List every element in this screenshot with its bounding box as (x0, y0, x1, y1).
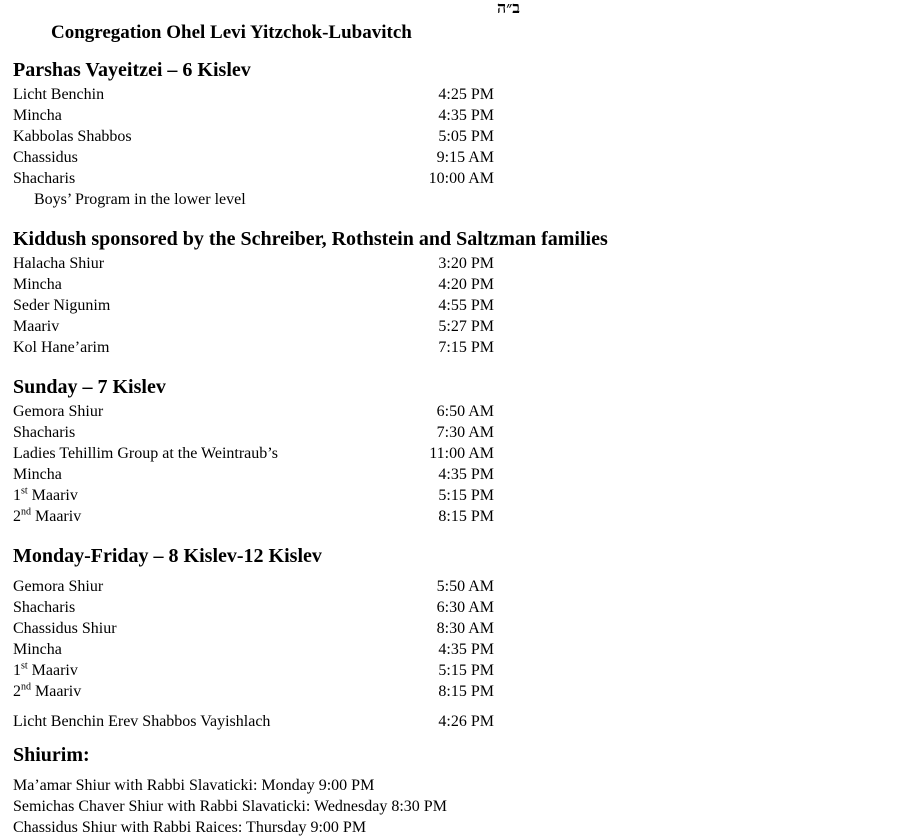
row-label: Mincha (13, 276, 62, 293)
section-title: Kiddush sponsored by the Schreiber, Rothstein and Saltzman families (13, 228, 608, 250)
ordinal-number: 1 (13, 662, 21, 679)
section-shabbos (13, 56, 713, 210)
row-time: 4:26 PM (438, 713, 494, 730)
row-label: Chassidus Shiur (13, 620, 117, 637)
row-time: 3:20 PM (438, 255, 494, 272)
row-label-text: Maariv (31, 487, 78, 504)
row-time: 6:30 AM (436, 599, 494, 616)
schedule-row (13, 422, 713, 443)
row-label: Shacharis (13, 424, 76, 441)
row-time: 7:15 PM (438, 339, 494, 356)
row-time: 10:00 AM (428, 170, 494, 187)
section-title: Sunday – 7 Kislev (13, 376, 166, 398)
row-time: 7:30 AM (436, 424, 494, 441)
schedule-note (13, 189, 713, 210)
row-label: Halacha Shiur (13, 255, 105, 272)
schedule-row (13, 660, 713, 681)
row-time: 4:35 PM (438, 641, 494, 658)
schedule-row (13, 464, 713, 485)
schedule-row (13, 253, 713, 274)
ordinal-suffix: nd (21, 681, 31, 693)
schedule-row (13, 443, 713, 464)
section-kiddush (13, 225, 713, 358)
row-label: Gemora Shiur (13, 403, 104, 420)
ordinal-suffix: st (21, 660, 28, 672)
schedule-row (13, 168, 713, 189)
shiur-line: Semichas Chaver Shiur with Rabbi Slavaticki: Wednesday 8:30 PM (13, 798, 447, 815)
row-time: 5:15 PM (438, 487, 494, 504)
licht-benchin-row (13, 711, 713, 732)
schedule-row (13, 84, 713, 105)
schedule-row (13, 295, 713, 316)
section-title: Shiurim: (13, 744, 90, 766)
row-label: Shacharis (13, 170, 76, 187)
row-label-text: Maariv (31, 662, 78, 679)
schedule-row (13, 618, 713, 639)
schedule-row (13, 576, 713, 597)
ordinal-suffix: nd (21, 506, 31, 518)
schedule-row (13, 337, 713, 358)
ordinal-number: 2 (13, 683, 21, 700)
row-label: Maariv (13, 318, 60, 335)
section-title: Monday-Friday – 8 Kislev-12 Kislev (13, 545, 322, 567)
shiur-line: Ma’amar Shiur with Rabbi Slavaticki: Monday 9:00 PM (13, 777, 375, 794)
section-sunday (13, 373, 713, 527)
row-label: Mincha (13, 107, 62, 124)
row-time: 8:15 PM (438, 683, 494, 700)
row-label: Licht Benchin (13, 86, 105, 103)
schedule-row (13, 681, 713, 702)
row-time: 4:35 PM (438, 107, 494, 124)
row-label: Shacharis (13, 599, 76, 616)
schedule-row (13, 147, 713, 168)
row-time: 4:55 PM (438, 297, 494, 314)
row-label: Mincha (13, 641, 62, 658)
ordinal-number: 2 (13, 508, 21, 525)
schedule-row (13, 105, 713, 126)
row-label: Gemora Shiur (13, 578, 104, 595)
row-time: 8:15 PM (438, 508, 494, 525)
row-time: 8:30 AM (436, 620, 494, 637)
ordinal-suffix: st (21, 485, 28, 497)
schedule-row (13, 316, 713, 337)
row-time: 9:15 AM (436, 149, 494, 166)
row-label: Kabbolas Shabbos (13, 128, 132, 145)
congregation-name: Congregation Ohel Levi Yitzchok-Lubavitch (51, 22, 412, 43)
schedule-row (13, 506, 713, 527)
schedule-row (13, 597, 713, 618)
row-label (13, 683, 81, 700)
row-time: 5:50 AM (436, 578, 494, 595)
shiur-line: Chassidus Shiur with Rabbi Raices: Thursday 9:00 PM (13, 819, 367, 836)
row-label (13, 508, 81, 525)
schedule-row (13, 126, 713, 147)
row-time: 4:35 PM (438, 466, 494, 483)
section-title: Parshas Vayeitzei – 6 Kislev (13, 59, 251, 81)
schedule-row (13, 274, 713, 295)
row-time: 5:05 PM (438, 128, 494, 145)
section-shiurim (13, 741, 713, 838)
schedule-row (13, 401, 713, 422)
row-label: Seder Nigunim (13, 297, 111, 314)
row-label: Ladies Tehillim Group at the Weintraub’s (13, 445, 278, 462)
row-time: 4:25 PM (438, 86, 494, 103)
row-label: Kol Hane’arim (13, 339, 110, 356)
note-text: Boys’ Program in the lower level (34, 191, 246, 208)
row-time: 4:20 PM (438, 276, 494, 293)
schedule-row (13, 485, 713, 506)
row-label: Chassidus (13, 149, 78, 166)
ordinal-number: 1 (13, 487, 21, 504)
row-time: 5:27 PM (438, 318, 494, 335)
row-label-text: Maariv (35, 683, 82, 700)
row-time: 5:15 PM (438, 662, 494, 679)
baruch-hashem-mark: ב״ה (497, 0, 520, 17)
row-label: Licht Benchin Erev Shabbos Vayishlach (13, 713, 271, 730)
row-time: 11:00 AM (429, 445, 494, 462)
section-weekday (13, 542, 713, 732)
row-label (13, 487, 78, 504)
row-label (13, 662, 78, 679)
row-label: Mincha (13, 466, 62, 483)
schedule-row (13, 639, 713, 660)
row-label-text: Maariv (35, 508, 82, 525)
row-time: 6:50 AM (436, 403, 494, 420)
